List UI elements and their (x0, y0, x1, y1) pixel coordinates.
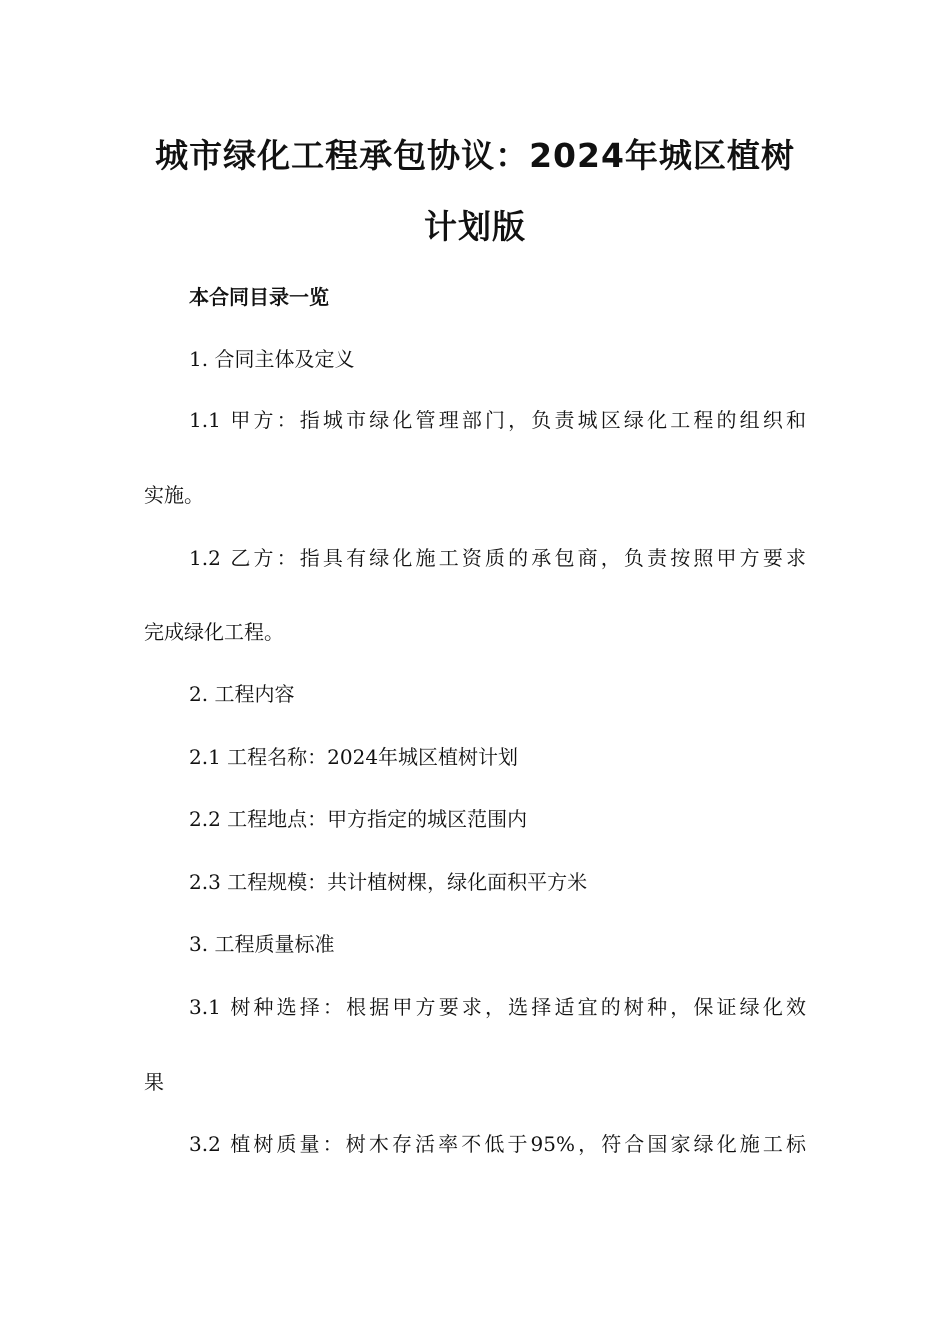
clause-1-2-continuation: 完成绿化工程。 (144, 620, 284, 644)
clause-2-3: 2.3 工程规模：共计植树棵，绿化面积平方米 (189, 870, 588, 894)
clause-1-1-continuation: 实施。 (144, 483, 204, 507)
toc-heading: 本合同目录一览 (189, 285, 329, 309)
clause-3-1-continuation: 果 (144, 1070, 164, 1094)
clause-2-1: 2.1 工程名称：2024年城区植树计划 (189, 745, 519, 769)
section-3-heading: 3. 工程质量标准 (189, 932, 335, 956)
document-title-line-2: 计划版 (424, 207, 526, 246)
section-2-heading: 2. 工程内容 (189, 682, 295, 706)
clause-2-2: 2.2 工程地点：甲方指定的城区范围内 (189, 807, 528, 831)
section-1-heading: 1. 合同主体及定义 (189, 347, 355, 371)
clause-1-1: 1.1 甲方：指城市绿化管理部门，负责城区绿化工程的组织和 (189, 408, 806, 432)
clause-1-2: 1.2 乙方：指具有绿化施工资质的承包商，负责按照甲方要求 (189, 546, 806, 570)
clause-3-2: 3.2 植树质量：树木存活率不低于95%，符合国家绿化施工标 (189, 1132, 806, 1156)
clause-3-1: 3.1 树种选择：根据甲方要求，选择适宜的树种，保证绿化效 (189, 995, 806, 1019)
document-title-line-1: 城市绿化工程承包协议：2024年城区植树 (155, 136, 795, 175)
